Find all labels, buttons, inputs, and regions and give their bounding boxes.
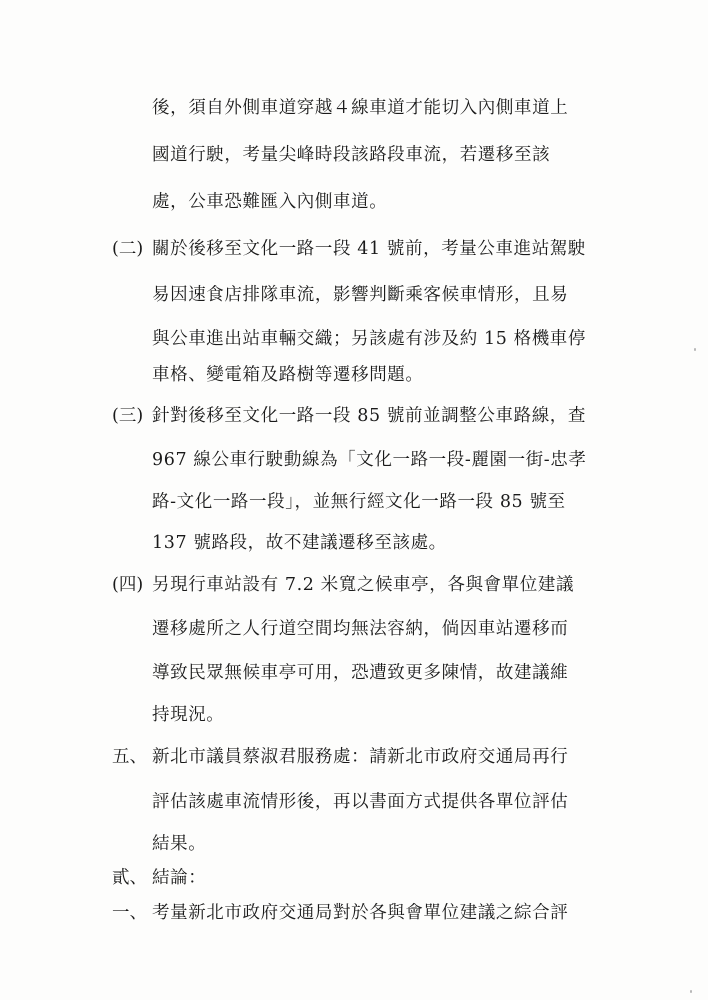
text-line: 與公車進出站車輛交織；另該處有涉及約 15 格機車停 [152,329,586,349]
text-line: 967 線公車行駛動線為「文化一路一段-麗園一街-忠孝 [152,450,587,470]
scan-speck [690,990,692,993]
text-line: 車格、變電箱及路樹等遷移問題。 [152,365,424,385]
section-marker-5: 五、 [112,747,147,767]
text-line: 針對後移至文化一路一段 85 號前並調整公車路線，查 [152,406,586,426]
part-marker-2: 貳、 [112,868,147,888]
text-line: 關於後移至文化一路一段 41 號前，考量公車進站駕駛 [152,239,586,259]
item-marker-3: (三) [112,406,144,426]
text-line: 路-文化一路一段」，並無行經文化一路一段 85 號至 [152,492,566,512]
text-line: 後，須自外側車道穿越４線車道才能切入內側車道上 [152,98,569,118]
text-line: 遷移處所之人行道空間均無法容納，倘因車站遷移而 [152,619,569,639]
text-line: 持現況。 [152,705,225,725]
text-line: 137 號路段，故不建議遷移至該處。 [152,533,447,553]
conclusion-marker-1: 一、 [112,903,147,923]
item-marker-2: (二) [112,239,144,259]
text-line: 國道行駛，考量尖峰時段該路段車流，若遷移至該 [152,145,551,165]
text-line: 評估該處車流情形後，再以書面方式提供各單位評估 [152,792,569,812]
text-line: 結果。 [152,834,207,854]
text-line: 新北市議員蔡淑君服務處：請新北市政府交通局再行 [152,747,569,767]
item-marker-4: (四) [112,575,144,595]
heading-conclusion: 結論： [152,868,207,888]
scan-speck [694,348,696,351]
text-line: 考量新北市政府交通局對於各與會單位建議之綜合評 [152,903,569,923]
text-line: 導致民眾無候車亭可用，恐遭致更多陳情，故建議維 [152,663,569,683]
text-line: 處，公車恐難匯入內側車道。 [152,192,388,212]
text-line: 易因速食店排隊車流，影響判斷乘客候車情形，且易 [152,285,569,305]
text-line: 另現行車站設有 7.2 米寬之候車亭，各與會單位建議 [152,575,575,595]
